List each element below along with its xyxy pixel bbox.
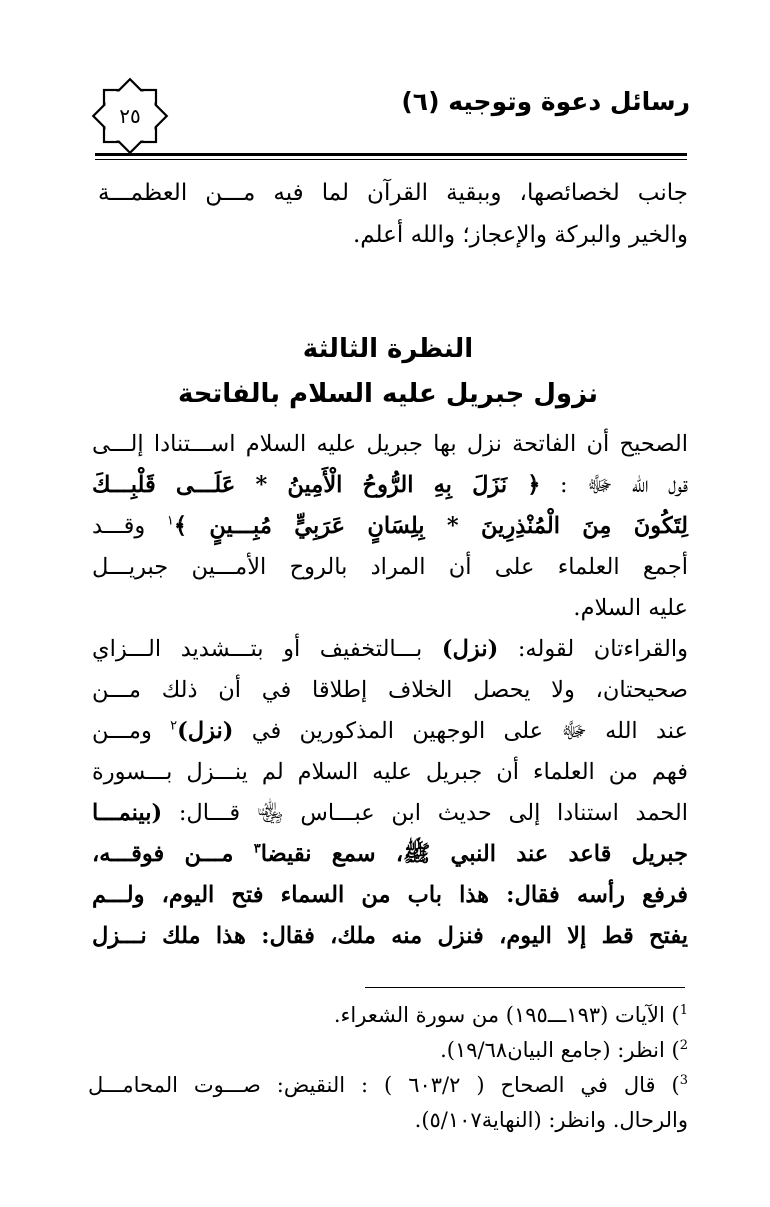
text-run: وقـــد bbox=[92, 513, 167, 539]
text-line: الصحيح أن الفاتحة نزل بها جبريل عليه السلام اســـتنادا إلـــى bbox=[92, 431, 688, 457]
text-line: جانب لخصائصها، وببقية القرآن لما فيه مـــن العظمـــة bbox=[98, 180, 688, 206]
text-run: الحمد استنادا إلى حديث ابن عبـــاس ﵄ قـــال: bbox=[162, 800, 688, 826]
text-run: عند الله ﷻ على الوجهين المذكورين في bbox=[233, 718, 688, 744]
text-run: ومـــن bbox=[92, 718, 171, 744]
text-run: بـــالتخفيف أو بتـــشديد الـــزاي bbox=[92, 636, 442, 662]
text-line: أجمع العلماء على أن المراد بالروح الأمـــين جبريـــل bbox=[92, 554, 688, 580]
text-line: صحيحتان، ولا يحصل الخلاف إطلاقا في أن ذلك مـــن bbox=[92, 677, 688, 703]
footnotes bbox=[88, 998, 688, 1138]
section-heading: النظرة الثالثة bbox=[302, 334, 474, 364]
footnote-marker: 3 bbox=[679, 1073, 688, 1088]
footnote-ref: ٣ bbox=[253, 841, 261, 857]
footnote bbox=[88, 1033, 688, 1068]
footnote-text: والرحال. وانظر: (النهاية٥/١٠٧). bbox=[414, 1108, 688, 1132]
quran-verse: لِتَكُونَ مِنَ الْمُنْذِرِينَ * بِلِسَانٍ عَرَبِيٍّ مُبِـــينٍ ﴾ bbox=[173, 513, 689, 539]
text-line: عليه السلام. bbox=[573, 595, 688, 621]
footnote-separator bbox=[365, 987, 685, 988]
text-run-bold: (نزل) bbox=[441, 636, 499, 662]
footnote-text: ) قال في الصحاح ( ٦٠٣/٢ ) : النقيض: صـــوت المحامـــل bbox=[88, 1073, 680, 1097]
header-rule-thick bbox=[95, 153, 687, 156]
page-number: ٢٥ bbox=[119, 104, 141, 128]
text-line: فرفع رأسه فقال: هذا باب من السماء فتح اليوم، ولـــم bbox=[92, 882, 688, 908]
footnote-marker: 1 bbox=[679, 1003, 688, 1018]
text-run: والقراءتان لقوله: bbox=[498, 636, 688, 662]
text-line: والخير والبركة والإعجاز؛ والله أعلم. bbox=[352, 222, 688, 248]
footnote-marker: 2 bbox=[679, 1038, 688, 1053]
text-line bbox=[92, 834, 688, 875]
quran-verse: ﴿ نَزَلَ بِهِ الرُّوحُ الْأَمِينُ * عَلَـــى قَلْبِـــكَ bbox=[92, 472, 541, 498]
footnote-text: ) انظر: (جامع البيان١٩/٦٨). bbox=[440, 1038, 680, 1062]
text-line bbox=[92, 506, 688, 547]
footnote-ref: ٢ bbox=[170, 718, 178, 734]
text-line bbox=[92, 629, 688, 670]
footnote bbox=[88, 1068, 688, 1103]
running-header-title: رسائل دعوة وتوجيه (٦) bbox=[401, 87, 690, 116]
footnote bbox=[88, 998, 688, 1033]
main-text bbox=[92, 424, 688, 957]
header-rule-thin bbox=[95, 159, 687, 160]
text-run: قول الله ﷻ : bbox=[540, 472, 689, 498]
text-line bbox=[92, 465, 688, 506]
footnote-ref: ١ bbox=[166, 513, 174, 529]
footnote-continuation bbox=[88, 1103, 688, 1138]
hadith-text: (بينمـــا bbox=[92, 800, 163, 826]
section-subheading: نزول جبريل عليه السلام بالفاتحة bbox=[177, 379, 599, 409]
page-number-badge bbox=[90, 76, 170, 156]
text-run-bold: (نزل) bbox=[177, 718, 234, 744]
text-line: يفتح قط إلا اليوم، فنزل منه ملك، فقال: هذا ملك نـــزل bbox=[92, 923, 688, 949]
hadith-text: جبريل قاعد عند النبي ﷺ، سمع نقيضا bbox=[260, 841, 688, 867]
intro-paragraph bbox=[98, 172, 688, 256]
text-line: فهم من العلماء أن جبريل عليه السلام لم ينـــزل بـــسورة bbox=[92, 759, 688, 785]
text-line bbox=[92, 793, 688, 834]
footnote-text: ) الآيات (١٩٣ـــ١٩٥) من سورة الشعراء. bbox=[333, 1003, 680, 1027]
hadith-text: مـــن فوقـــه، bbox=[92, 841, 254, 867]
text-line bbox=[92, 711, 688, 752]
